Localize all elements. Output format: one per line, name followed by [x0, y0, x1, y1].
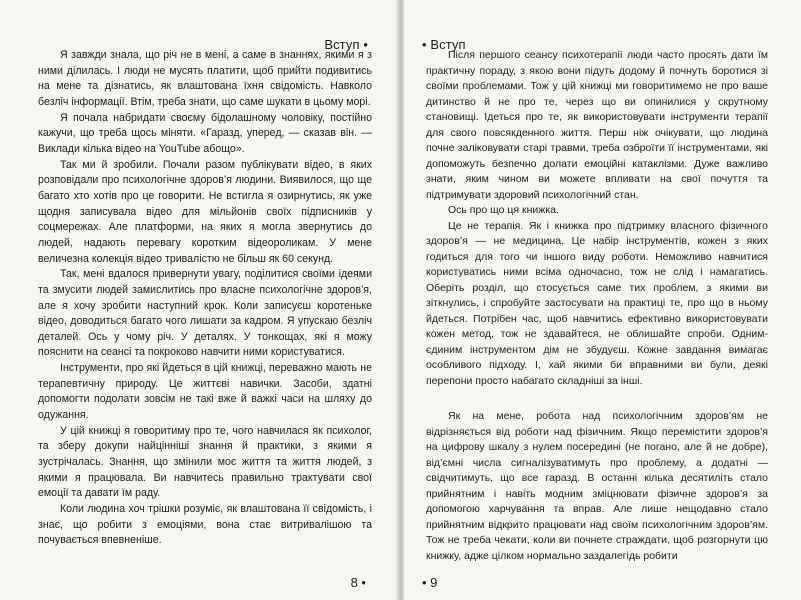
paragraph: Це не терапія. Як і книжка про підтримку власного фізичного здоров’я — не медицина. Це набір інструментів, кожен з яких годиться для того чи іншого виду роботи. Неможливо навчитися користуватись ними всіма одночасно, тож не слід і намагатись. Оберіть розділ, що стосується саме тих проблем, з якими ви зіткнулись, і спробуйте застосувати на практиці те, про що в ньому йдеться. Потрібен час, щоб навчитись ефективно використовувати кожен метод, тож не здавайтеся, не облишайте спроби. Одним-єдиним інструментом дім не збудуєш. Кожне завдання вимагає особливого підходу. І, хай якими би вправними ви були, деякі перепони просто набагато складніші за інші.: [426, 219, 768, 387]
left-page: [0, 0, 398, 600]
paragraph: Ось про що ця книжка.: [448, 204, 559, 216]
running-head: Вступ •: [324, 37, 368, 52]
paragraph: Так ми й зробили. Почали разом публікувати відео, в яких розповідали про психологічне здоров’я людини. Виявилося, що ще багато хто хотів про це говорити. Не встигла я озирнутись, як уже щодня записувала відео для мільйонів своїх підписників у соцмережах. Але платформи, на яких я могла звернутись до людей, надають перевагу коротким відеороликам. У мене величезна колекція відео тривалістю не більш як 60 секунд.: [38, 158, 372, 265]
paragraph: Як на мене, робота над психологічним здоров’ям не відрізняється від роботи над фізичним. Якщо перемістити здоров’я на цифрову шкалу з нулем посередині (не погано, але й не добре), від’ємні числа сигналізуватимуть про проблему, а додатні — свідчитимуть, що все гаразд. В останні кілька десятиліть стало прийнятним і навіть модним зміцнювати фізичне здоров’я за допомогою харчування та вправ. Але лише нещодавно стало прийнятним відкрито працювати над своїм психологічним здоров’ям. Тож не треба чекати, коли ви почнете страждати, щоб розгорнути цю книжку, адже цілком нормально заздалегідь робити: [426, 410, 768, 562]
body-text: [426, 48, 768, 564]
page-number: • 9: [422, 575, 438, 590]
running-head: • Вступ: [422, 37, 466, 52]
paragraph: Я завжди знала, що річ не в мені, а саме в знаннях, якими я з ними ділилась. І люди не мусять платити, щоб прийти подивитись на мене та дізнатись, як влаштована їхня свідомість. Навколо безліч інформації. Втім, треба знати, що саме шукати в цьому морі.: [38, 49, 372, 108]
right-page: [404, 0, 801, 600]
paragraph: Я почала набридати своєму бідолашному чоловіку, постійно кажучи, що треба щось міняти. «Гаразд, уперед, — сказав він. — Виклади кілька відео на YouTube абощо».: [38, 111, 372, 155]
paragraph: Так, мені вдалося привернути увагу, поділитися своїми ідеями та змусити людей замислитись про власне психологічне здоров’я, але я хочу зробити наступний крок. Коли записуєш коротеньке відео, доводиться багато чого лишати за кадром. Я упускаю безліч деталей. Ось у чому річ. У деталях. У тонкощах, які я можу пояснити на сеансі та покроково навчити ними користуватися.: [38, 268, 372, 359]
body-text: [38, 48, 372, 549]
paragraph: Після першого сеансу психотерапії люди часто просять дати їм практичну пораду, з якою вони підуть додому й почнуть боротися зі своїми проблемами. Тож у цій книжці ми говоритимемо не про ваше дитинство й не про те, через що ви опинилися у скрутному становищі. Ідеться про те, як використовувати інструменти терапії для свого повсякденного життя. Перш ніж очікувати, що людина почне заліковувати старі травми, треба озброїти її інструментами, які допоможуть безпечно долати емоційні катаклізми. Дуже важливо знати, яким чином ви можете впливати на свої почуття та підтримувати здоровий психологічний стан.: [426, 49, 768, 201]
paragraph: У цій книжці я говоритиму про те, чого навчилася як психолог, та зберу докупи найцінніші знання й практики, з якими я зустрічалась. Знання, що змінили моє життя та життя людей, з якими я працювала. Ви навчитесь правильно трактувати свої емоції та давати їм раду.: [38, 424, 372, 500]
paragraph: Інструменти, про які йдеться в цій книжці, переважно мають не терапевтичну природу. Це життєві навички. Засоби, здатні допомогти подолати зовсім не такі вже й важкі часи на шляху до одужання.: [38, 362, 372, 422]
page-number: 8 •: [350, 575, 366, 590]
paragraph: Коли людина хоч трішки розуміє, як влаштована її свідомість, і знає, що робити з емоціями, вона стає витривалішою та почувається впевненіше.: [38, 503, 372, 547]
section-break: [426, 389, 768, 409]
